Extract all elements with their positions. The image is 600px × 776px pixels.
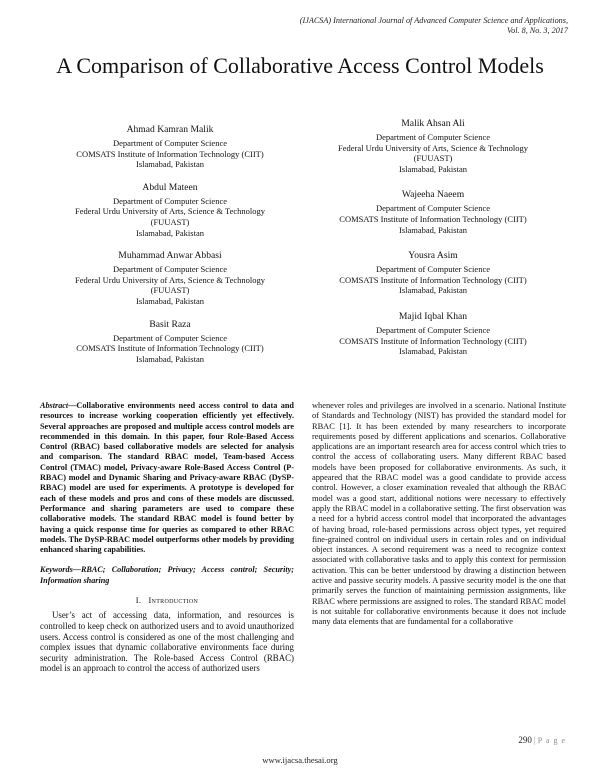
- author-institution: COMSATS Institute of Information Technology (CIIT): [339, 335, 527, 346]
- author-name: Muhammad Anwar Abbasi: [118, 250, 222, 262]
- author-block: [40, 182, 300, 238]
- section-number: I.: [135, 596, 142, 606]
- author-block: [303, 311, 563, 357]
- author-name: Yousra Asim: [408, 250, 458, 262]
- author-institution: COMSATS Institute of Information Technology (CIIT): [76, 148, 264, 159]
- abstract-dash: —: [68, 401, 77, 410]
- author-institution: COMSATS Institute of Information Technology (CIIT): [76, 343, 264, 354]
- author-name: Basit Raza: [149, 318, 191, 330]
- introduction-continued: whenever roles and privileges are involved in a scenario. National Institute of Standards and Technology (NIST) has provided the standard model for RBAC [1]. It has been extended by many researchers to incorporate requirements posed by different applications and scenarios. Collaborative applications are an important research area for access control which tries to control the access of collaborating users. Many different RBAC based models have been proposed for collaborative environments. As such, it appeared that the RBAC model was a good candidate to provide access control. However, a closer examination revealed that although the RBAC model was a good start, additional notions were necessary to effectively apply the RBAC model in a collaborative setting. The first observation was a need for a hybrid access control model that incorporated the advantages of having broad, role-based permissions across object types, yet required fine-grained control on individual users in certain roles and on individual object instances. A second requirement was a need to recognize context associated with collaborative tasks and to apply this context for permission activation. This can be better understood by drawing a distinction between active and passive security models. A passive security model is the one that primarily serves the function of maintaining permission assignments, like RBAC where permissions are assigned to roles. The standard RBAC model is not suitable for collaborative environments because it does not include many data elements that are fundamental for a collaborative: [312, 401, 566, 627]
- author-location: Islamabad, Pakistan: [136, 227, 204, 238]
- journal-name: (IJACSA) International Journal of Advanced Computer Science and Applications,: [299, 16, 568, 25]
- author-department: Department of Computer Science: [375, 132, 490, 142]
- paper-title: A Comparison of Collaborative Access Control Models: [56, 53, 544, 78]
- page-number-value: 290: [518, 735, 532, 745]
- footer-url: www.ijacsa.thesai.org: [262, 755, 338, 765]
- author-name: Abdul Mateen: [142, 181, 198, 193]
- abstract-lead: Abstract: [40, 401, 69, 410]
- author-department: Department of Computer Science: [375, 203, 490, 214]
- author-department: Department of Computer Science: [375, 324, 490, 335]
- author-department: Department of Computer Science: [112, 195, 227, 206]
- author-institution: Federal Urdu University of Arts, Science & Technology: [75, 274, 265, 285]
- authors-left-column: [40, 124, 300, 376]
- page-number: [518, 735, 566, 745]
- author-location: Islamabad, Pakistan: [136, 353, 204, 364]
- journal-volume: Vol. 8, No. 3, 2017: [507, 26, 568, 35]
- author-department: Department of Computer Science: [112, 332, 227, 343]
- author-location: Islamabad, Pakistan: [399, 285, 467, 296]
- authors-right-column: [303, 118, 563, 372]
- author-name: Wajeeha Naeem: [401, 189, 465, 201]
- author-location: Islamabad, Pakistan: [399, 346, 467, 357]
- author-institution-abbr: (FUUAST): [150, 216, 190, 227]
- author-institution: COMSATS Institute of Information Technology (CIIT): [339, 274, 527, 285]
- abstract-text: Collaborative environments need access control to data and resources to increase working cooperation efficiently yet effectively. Several approaches are proposed and multiple access control models are recommended in this domain. In this paper, four Role-Based Access Control (RBAC) based collaborative models are selected for analysis and comparison. The standard RBAC model, Team-based Access Control (TMAC) model, Privacy-aware Role-Based Access Control (P-RBAC) model and Dynamic Sharing and Privacy-aware RBAC (DySP-RBAC) model are used for experiments. A prototype is developed for each of these models and pros and cons of these models are discussed. Performance and sharing parameters are used to compare these collaborative models. The standard RBAC model is found better by having a quick response time for queries as compared to other RBAC models. The DySP-RBAC model outperforms other models by providing enhanced sharing capabilities.: [40, 401, 294, 555]
- author-location: Islamabad, Pakistan: [399, 163, 467, 174]
- author-name: Majid Iqbal Khan: [398, 310, 468, 322]
- page-label: P a g e: [537, 736, 566, 745]
- author-location: Islamabad, Pakistan: [136, 295, 204, 306]
- author-name: Ahmad Kamran Malik: [126, 124, 214, 135]
- author-location: Islamabad, Pakistan: [136, 159, 204, 170]
- abstract: [40, 401, 294, 555]
- author-block: [40, 124, 300, 170]
- author-department: Department of Computer Science: [112, 138, 227, 148]
- author-institution: Federal Urdu University of Arts, Science & Technology: [75, 206, 265, 217]
- author-block: [40, 319, 300, 365]
- author-block: [303, 189, 563, 235]
- author-block: [40, 250, 300, 306]
- author-department: Department of Computer Science: [375, 264, 490, 275]
- section-title: Introduction: [148, 596, 199, 606]
- author-institution-abbr: (FUUAST): [413, 153, 453, 164]
- author-department: Department of Computer Science: [112, 264, 227, 275]
- author-institution: COMSATS Institute of Information Technology (CIIT): [339, 213, 527, 224]
- author-institution: Federal Urdu University of Arts, Science & Technology: [338, 142, 528, 153]
- journal-header: [148, 16, 568, 36]
- keywords: Keywords—RBAC; Collaboration; Privacy; Access control; Security; Information sharing: [40, 565, 294, 585]
- introduction-paragraph: User’s act of accessing data, information, and resources is controlled to keep check on authorized users and to avoid unauthorized users. Access control is considered as one of the most challenging and complex issues that dynamic collaborative environments face during security administration. The Role-based Access Control (RBAC) model is an approach to control the access of authorized users: [40, 610, 294, 674]
- author-block: [303, 118, 563, 174]
- left-text-column: [40, 401, 294, 674]
- author-block: [303, 250, 563, 296]
- author-name: Malik Ahsan Ali: [401, 118, 465, 129]
- author-institution-abbr: (FUUAST): [150, 285, 190, 296]
- page-separator: |: [533, 735, 536, 745]
- author-location: Islamabad, Pakistan: [399, 224, 467, 235]
- section-heading: [40, 596, 294, 606]
- right-text-column: [312, 401, 566, 628]
